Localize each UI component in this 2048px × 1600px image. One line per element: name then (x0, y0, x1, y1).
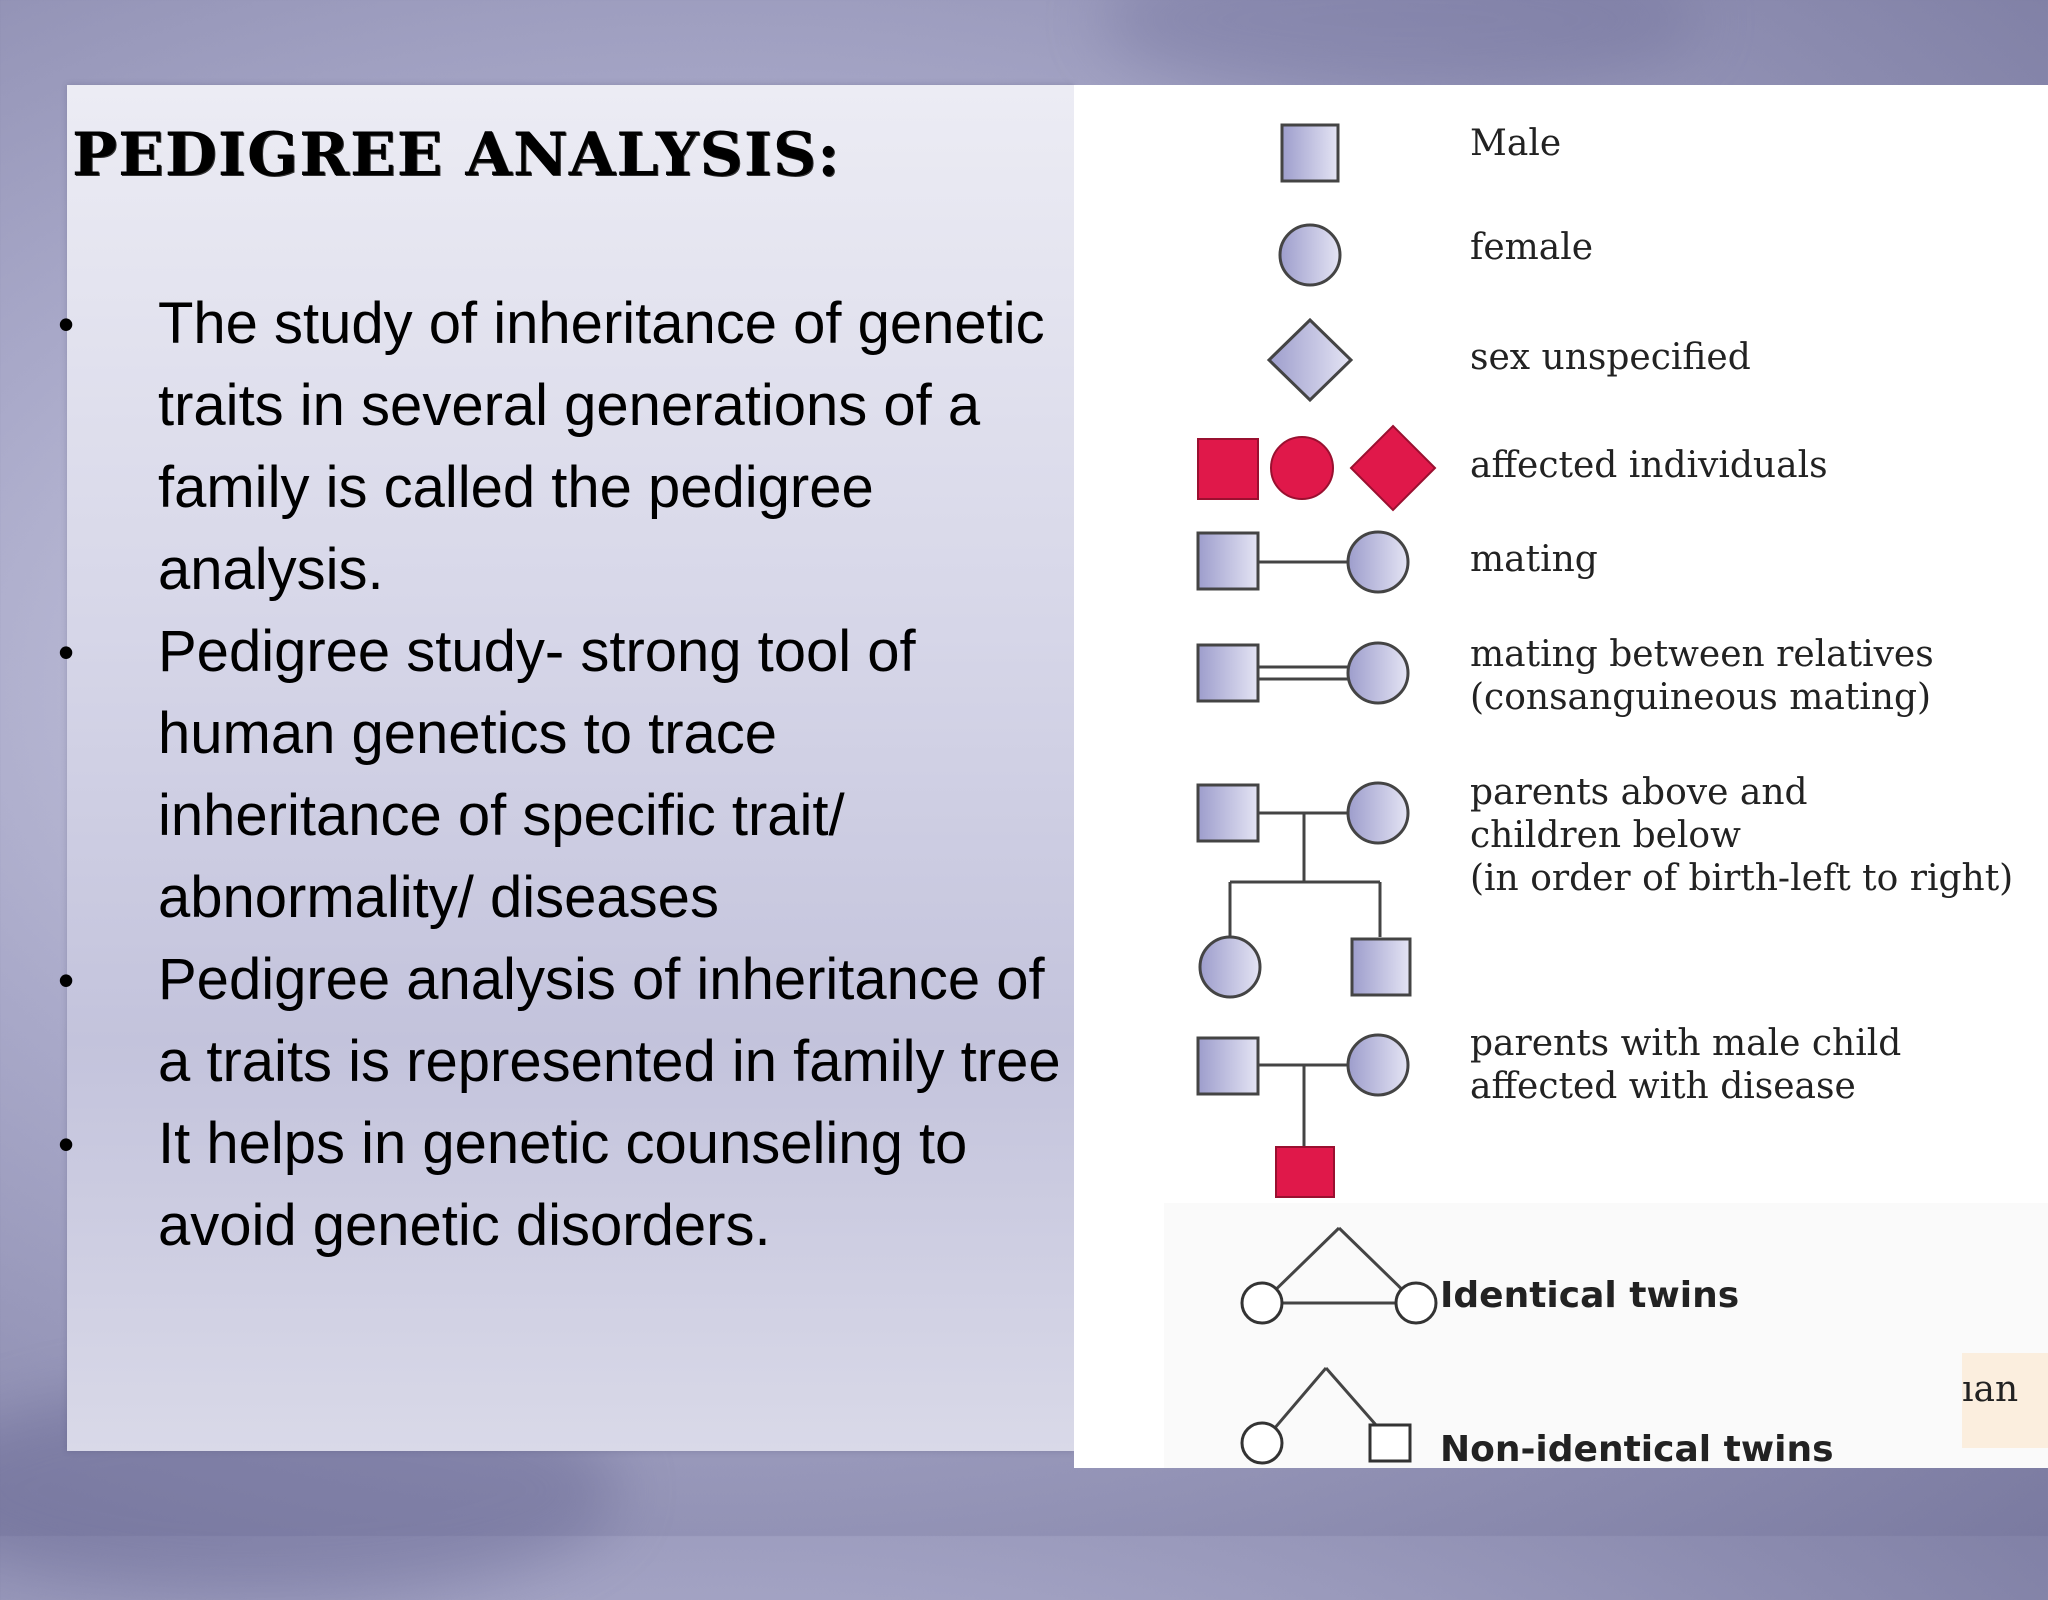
legend-label-sex-unspecified: sex unspecified (1470, 337, 1751, 378)
legend-label-nonidentical-twins: Non-identical twins (1440, 1429, 1834, 1468)
female-circle-icon (1348, 1035, 1408, 1095)
bullet-text: It helps in genetic counseling to avoid genetic disorders. (158, 1111, 968, 1258)
legend-label-parents-2: children below (1470, 815, 1741, 856)
legend-label-parents-1: parents above and (1470, 772, 1808, 813)
legend-label-affected: affected individuals (1470, 445, 1828, 486)
bullet-dot-icon: • (58, 954, 75, 1006)
bullet-text: Pedigree analysis of inheritance of a traits is represented in family tree (158, 947, 1061, 1094)
bullet-dot-icon: • (58, 1118, 75, 1170)
male-square-icon (1198, 1038, 1258, 1094)
affected-male-icon (1198, 439, 1258, 499)
bullet-item (58, 1103, 1068, 1267)
pedigree-legend (1074, 85, 2048, 1468)
legend-label-female: female (1470, 227, 1594, 268)
bullet-dot-icon: • (58, 298, 75, 350)
legend-diagram (1074, 85, 2048, 1468)
affected-unspecified-icon (1351, 426, 1435, 510)
legend-label-male-child-1: parents with male child (1470, 1023, 1902, 1064)
bullet-list (58, 283, 1068, 1267)
bullet-text: Pedigree study- strong tool of human genetics to trace inheritance of specific trait/ abnormality/ diseases (158, 619, 916, 930)
male-square-icon (1198, 533, 1258, 589)
twin-circle-icon (1242, 1283, 1282, 1323)
legend-label-male: Male (1470, 123, 1562, 164)
affected-female-icon (1271, 437, 1333, 499)
male-square-icon (1282, 125, 1338, 181)
male-square-icon (1198, 785, 1258, 841)
male-square-icon (1198, 645, 1258, 701)
male-child-icon (1352, 939, 1410, 995)
female-circle-icon (1348, 783, 1408, 843)
affected-male-child-icon (1276, 1147, 1334, 1197)
female-circle-icon (1348, 532, 1408, 592)
female-circle-icon (1348, 643, 1408, 703)
cropped-fragment-text: ıan (1962, 1369, 2019, 1410)
twin-circle-icon (1242, 1423, 1282, 1463)
female-child-icon (1200, 937, 1260, 997)
bullet-text: The study of inheritance of genetic traits in several generations of a family is called the pedigree analysis. (158, 291, 1045, 602)
bullet-item (58, 283, 1068, 611)
legend-label-male-child-2: affected with disease (1470, 1066, 1856, 1107)
unspecified-diamond-icon (1269, 320, 1351, 400)
legend-label-consanguineous-1: mating between relatives (1470, 634, 1934, 675)
bullet-item (58, 611, 1068, 939)
twin-circle-icon (1396, 1283, 1436, 1323)
legend-label-mating: mating (1470, 539, 1598, 580)
bullet-dot-icon: • (58, 626, 75, 678)
legend-label-parents-3: (in order of birth-left to right) (1470, 858, 2014, 899)
bullet-item (58, 939, 1068, 1103)
twin-square-icon (1370, 1425, 1410, 1461)
slide-title: PEDIGREE ANALYSIS: (72, 120, 841, 190)
female-circle-icon (1280, 225, 1340, 285)
legend-label-consanguineous-2: (consanguineous mating) (1470, 677, 1932, 718)
legend-label-identical-twins: Identical twins (1440, 1275, 1740, 1316)
